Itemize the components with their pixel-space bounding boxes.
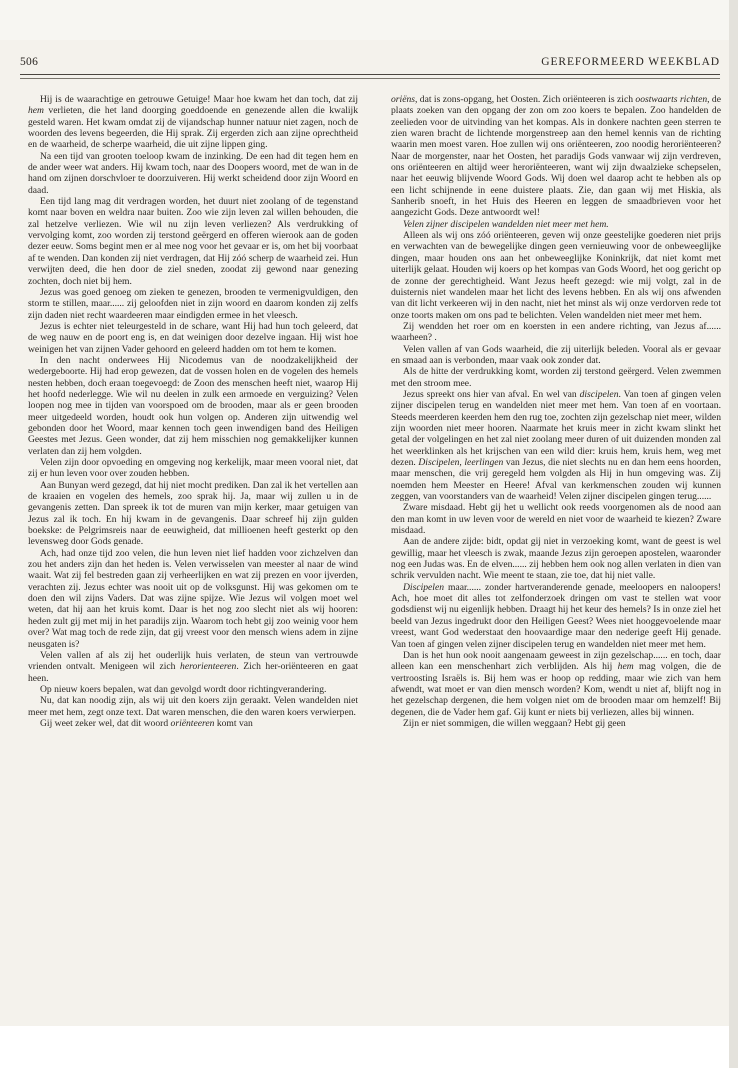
text-run: Jezus spreekt ons hier van afval. En wel van	[403, 388, 580, 400]
publication-title: GEREFORMEERD WEEKBLAD	[541, 56, 720, 68]
paragraph	[28, 287, 358, 321]
text-run: Aan Bunyan werd gezegd, dat hij niet mocht prediken. Dan zal ik het vertellen aan de kraaien en vogelen des hemels, zoo sprak hij. Ja, maar wij zullen u in de gevangenis zetten. Dan spreek ik tot de muren van mijn kerker, maar getuigen van Jezus zal ik toch. En hij kwam in de gevangenis. Daar schreef hij zijn gulden boekske: de Pelgrimsreis naar de eeuwigheid, dat millioenen heeft gesterkt op den levensweg door Gods genade.	[28, 479, 358, 548]
paragraph	[28, 650, 358, 684]
text-run: Velen zijn door opvoeding en omgeving nog kerkelijk, maar meen vooral niet, dat zij er hun leven voor over zouden hebben.	[28, 457, 358, 480]
text-run: komt van	[214, 717, 253, 729]
text-run: Een tijd lang mag dit verdragen worden, het duurt niet zoolang of de tegenstand komt naar boven en weldra naar buiten. Zoo wie zijn leven zal willen behouden, die zal hetzelve verliezen. Wie wil nu zijn leven verliezen? Als verdrukking of vervolging komt, zoo worden zij terstond geërgerd en offeren wierook aan de goden dezer eeuw. Soms begint men er al mee nog voor het gevaar er is, om het bij voorbaat af te wenden. Dan konden zij niet verdragen, dat Hij zóó scherp de waarheid zei. Hun verwijten deed, die hen door de ziel sneden, zoodat zij gewond naar genezing zochten, doch niet bij hem.	[28, 196, 358, 287]
text-run: Jezus was goed genoeg om zieken te genezen, brooden te vermenigvuldigen, den storm te stillen, maar...... zij geloofden niet in zijn woord en daarom konden zij zelfs zijn daden niet recht waardeeren maar eindigden ermee in het vleesch.	[28, 286, 358, 321]
paragraph	[391, 536, 721, 581]
page-header	[20, 56, 720, 72]
italic-text: hem	[617, 661, 634, 673]
paragraph	[28, 684, 358, 695]
text-run: Gij weet zeker wel, dat dit woord	[40, 717, 171, 729]
text-run: verlieten, die het land doorging goeddoende en genezende allen die kwalijk gesteld waren. Het kwam omdat zij de vijandschap hunner natuur niet zagen, noch de woorden des levens begeerden, die Hij sprak. Zij ergerden zich aan zijne oprechtheid en de waarheid, de scherpe waarheid, die uit zijne lippen ging.	[28, 105, 358, 151]
text-run: van Jezus, die niet slechts nu en dan hem eens hoorden, maar menschen, die vrij geregeld hem volgden als Hij in hun omgeving was. Zij noemden hem Meester en Heere! Afval van kerkmenschen zouden wij kunnen zeggen, van voorstanders van de waarheid! Velen zijner discipelen gingen terug......	[391, 457, 721, 503]
text-run: Velen vallen af van Gods waarheid, die zij uiterlijk beleden. Vooral als er gevaar en smaad aan is verbonden, maar vaak ook zonder dat.	[391, 343, 721, 366]
text-run: Aan de andere zijde: bidt, opdat gij niet in verzoeking komt, want de geest is wel gewillig, maar het vleesch is zwak, maande Jezus zijn geroepen apostelen, waaronder nog een Judas was. En de elven...... zij hebben hem ook nog allen verlaten in dien van schrik vervulden nacht. Wie meent te staan, zie toe, dat hij niet valle.	[391, 536, 721, 582]
paragraph	[391, 650, 721, 718]
italic-text: oriënteeren	[170, 717, 215, 729]
text-run: Op nieuw koers bepalen, wat dan gevolgd wordt door richtingverandering.	[40, 683, 327, 695]
left-column	[28, 94, 358, 729]
text-run: Zware misdaad. Hebt gij het u wellicht ook reeds voorgenomen als de nood aan den man komt in uw leven voor de wereld en niet voor de waarheid te kiezen? Zware misdaad.	[391, 502, 721, 537]
text-run: . Van toen af gingen velen zijner discipelen terug en wandelden niet meer met hem. Van toen af en voortaan. Steeds meerderen keerden hem den rug toe, zochten zijn gezelschap niet meer, wilden zijn woorden niet meer hooren. Naarmate het kruis meer in zicht kwam slinkt het getal der volgelingen en het zal niet zoolang meer duren of uit duizenden monden zal het weerklinken als het krijschen van een wild dier: kruis hem, kruis hem, weg met dezen.	[391, 388, 721, 468]
paragraph	[391, 718, 721, 729]
italic-text: hem	[28, 105, 44, 117]
text-run: Zijn er niet sommigen, die willen weggaan? Hebt gij geen	[403, 717, 626, 729]
paragraph	[28, 548, 358, 650]
text-run: Nu, dat kan noodig zijn, als wij uit den koers zijn geraakt. Velen wandelden niet meer met hem, zegt onze text. Dat waren menschen, die den waren koers verwierpen.	[28, 695, 358, 718]
scan-bottom-margin	[0, 1026, 738, 1068]
text-run: Alleen als wij ons zóó oriënteeren, geven wij onze geestelijke goederen niet prijs en verwachten van de bewegelijke dingen geen vernieuwing voor de onbeweeglijke dingen, maar houden ons aan het onbeweeglijke Koninkrijk, dat niet komt met uiterlijk gelaat. Houden wij koers op het kompas van Gods Woord, het oog gericht op de zonne der gerechtigheid. Want Jezus heeft gezegd: wie mij volgt, zal in de duisternis niet wandelen maar het licht des levens hebben. En als wij ons afwenden van dit licht verkeeren wij in den nacht, niet het minst als wij onze verdorven rede tot onze toorts maken om ons pad te belichten. Velen wandelden niet meer met hem.	[391, 230, 721, 321]
paragraph	[28, 355, 358, 457]
text-run: Hij is de waarachtige en getrouwe Getuige! Maar hoe kwam het dan toch, dat zij	[40, 94, 358, 105]
text-run: . Zich her-oriënteeren en gaat heen.	[28, 661, 358, 684]
italic-text: oriëns	[391, 94, 415, 105]
text-run: Zij wendden het roer om en koersten in een andere richting, van Jezus af...... waarheen? .	[391, 320, 721, 344]
text-run: , dat is zons-opgang, het Oosten. Zich oriënteeren is zich	[414, 94, 636, 105]
italic-text: herorienteeren	[180, 661, 237, 673]
paragraph	[391, 219, 721, 230]
text-run: mag volgen, die de vertroosting Israëls is. Bij hem was er hoop op redding, maar wie zich van hem afwendt, wat moet er van dien mensch worden? Kom, wendt u niet af, blijft nog in het gezelschap dergenen, die hem volgen niet om de brooden maar om hemzelf! Bij degenen, die de Vader hem gaf. Gij kunt er niets bij verliezen, alles bij winnen.	[391, 661, 721, 718]
paragraph	[28, 457, 358, 480]
paragraph	[391, 582, 721, 650]
paragraph	[28, 718, 358, 729]
paragraph	[391, 389, 721, 502]
italic-text: Discipelen	[403, 581, 445, 593]
scan-side-edge	[729, 0, 738, 1068]
paragraph	[28, 480, 358, 548]
paragraph	[391, 230, 721, 321]
paragraph	[28, 151, 358, 196]
italic-text: discipelen	[579, 388, 619, 400]
text-run: In den nacht onderwees Hij Nicodemus van de noodzakelijkheid der wedergeboorte. Hij had erop gewezen, dat de vossen holen en de vogelen des hemels nesten hebben, doch eraan toegevoegd: de Zoon des menschen heeft niet, waarop Hij het hoofd nederlegge. Wie wil nu deelen in zulk een armoede en verguizing? Velen loopen nog mee in tijden van voorspoed om de brooden, maar als er geen brooden meer uitgedeeld worden, houdt ook hun volgen op. Anderen zijn uitwendig wel gebonden door het Woord, maar kennen toch geen inwendigen band des Heiligen Geestes met Jezus. Geen wonder, dat zij hem misschien nog gemakkelijker kunnen verlaten dan zij hem volgden.	[28, 354, 358, 457]
scan-top-margin	[0, 0, 738, 40]
header-rule-thin	[20, 78, 720, 79]
italic-text: Discipelen, leerlingen	[418, 457, 504, 468]
italic-text: Velen zijner discipelen wandelden niet meer met hem.	[403, 218, 609, 230]
text-run: Jezus is echter niet teleurgesteld in de schare, want Hij had hun toch geleerd, dat de weg nauw en de poort eng is, en dat weinigen door dezelve ingaan. Hij wist hoe weinigen het van zijnen Vader gehoord en geleerd hadden om tot hem te komen.	[28, 320, 358, 355]
text-run: Velen vallen af als zij het ouderlijk huis verlaten, de steun van vertrouwde vrienden ontvalt. Menigeen wil zich	[28, 649, 358, 673]
right-column	[391, 94, 721, 729]
header-rule	[20, 74, 720, 75]
paragraph	[28, 321, 358, 355]
page-number: 506	[20, 56, 39, 68]
text-run: maar...... zonder hartveranderende genade, meeloopers en naloopers! Ach, hoe moet dit alles tot zelfonderzoek dringen om vast te stellen wat voor godsdienst wij nu eigenlijk hebben. Draagt hij het keur des hemels? Is in onze ziel het beeld van Jezus ingedrukt door den Heiligen Geest? Wees niet hooggevoelende maar vreest, want God wederstaat den hoovaardige maar den nederige geeft Hij genade. Van toen af gingen velen zijner discipelen terug en wandelden niet meer met hem.	[391, 581, 721, 650]
paragraph	[28, 196, 358, 287]
text-run: Ach, had onze tijd zoo velen, die hun leven niet lief hadden voor zichzelven dan zou het anders zijn dan het heden is. Velen verwisselen van meester al naar de wind waait. Wat zij fel bestreden gaan zij verheerlijken en wat zij prezen en voor ijverden, verachten zij. Jezus echter was nooit uit op de volksgunst. Hij was gekomen om te doen den wil zijns Vaders. Dat was zijne spijze. Wie Jezus wil volgen moet wel weten, dat hij aan het kruis komt. Daar is het nog zoo slecht niet als wij hooren: heden zult gij met mij in het paradijs zijn. Waarom toch hebt gij zoo weinig voor hem over? Wat mag toch de rede zijn, dat gij vreest voor den mensch wiens adem in zijne neusgaten is?	[28, 547, 358, 650]
italic-text: oostwaarts richten	[635, 94, 708, 105]
paragraph	[391, 502, 721, 536]
paragraph	[28, 94, 358, 151]
paragraph	[391, 321, 721, 344]
text-run: Als de hitte der verdrukking komt, worden zij terstond geërgerd. Velen zwemmen met den stroom mee.	[391, 366, 721, 389]
paragraph	[28, 695, 358, 718]
paragraph	[391, 366, 721, 389]
paragraph	[391, 344, 721, 367]
paragraph	[391, 94, 721, 219]
text-run: , de plaats zoeken van den opgang der zon om zoo koers te bepalen. Zoo handelden de zeelieden voor de uitvinding van het kompas. Als in donkere nachten geen sterren te zien waren bracht de lichtende morgenstreep aan den hemel kennis van de richting waarin men moest varen. Hoe zullen wij ons oriënteeren, zoo noodig heroriënteeren? Naar de morgenster, naar het Oosten, het paradijs Gods vanwaar wij zijn verdreven, ons oriënteeren en altijd weer heroriënteeren, want wij zijn dwaalzieke schepselen, naar het eeuwig blijvende Woord Gods. Wij doen wel daarop acht te hebben als op een licht schijnende in eene duistere plaats. Zie, dan gaan wij met Hiskia, als Sanherib snoeft, in het Huis des Heeren en leggen de smaadbrieven voor het aangezicht Gods. Deze antwoordt wel!	[391, 94, 721, 219]
text-run: Dan is het hun ook nooit aangenaam geweest in zijn gezelschap...... en toch, daar alleen kan een menschenhart zich verblijden. Als hij	[391, 649, 721, 673]
text-run: Na een tijd van grooten toeloop kwam de inzinking. De een had dit tegen hem en de ander weer wat anders. Hij kwam toch, naar des Doopers woord, met de wan in de hand om zijnen dorschvloer te doorzuiveren. Hij werkt scheidend door zijn Woord en daad.	[28, 150, 358, 196]
